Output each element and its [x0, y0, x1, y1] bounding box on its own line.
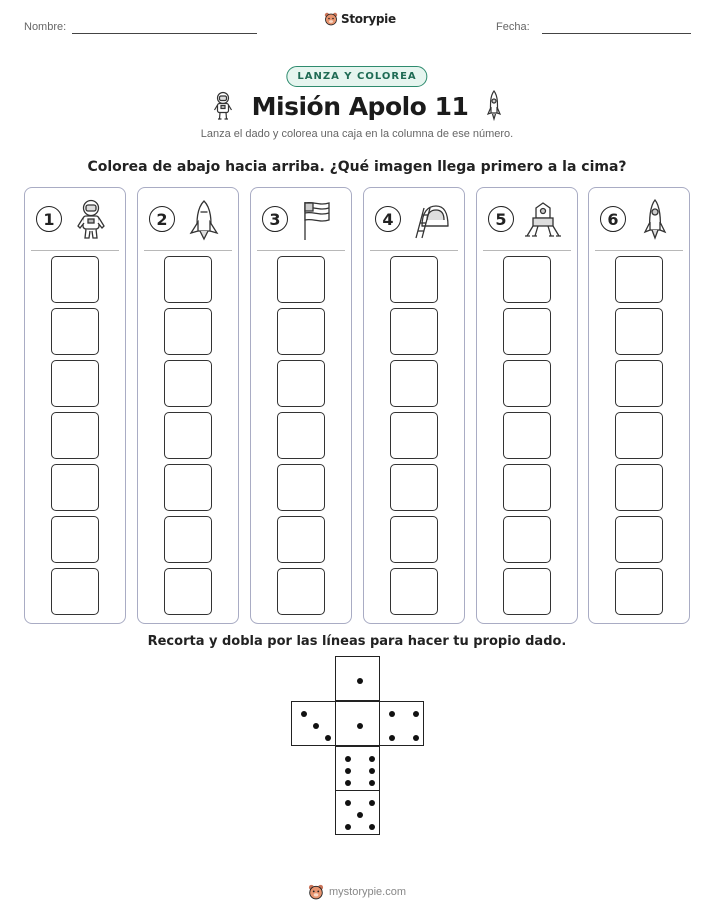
color-box[interactable] [615, 516, 663, 563]
die-pip [389, 711, 395, 717]
subtitle: Lanza el dado y colorea una caja en la columna de ese número. [200, 128, 514, 140]
column-1 [24, 187, 126, 624]
color-box[interactable] [615, 464, 663, 511]
coloring-instruction: Colorea de abajo hacia arriba. ¿Qué imagen llega primero a la cima? [87, 159, 627, 175]
flag-icon [297, 198, 337, 242]
column-4 [363, 187, 465, 624]
cut-instruction: Recorta y dobla por las líneas para hacer tu propio dado. [147, 634, 567, 649]
column-5 [476, 187, 578, 624]
rocket-icon [184, 198, 224, 242]
die-face-1 [335, 656, 380, 701]
brand-logo [324, 12, 396, 26]
column-divider [370, 250, 458, 251]
name-label: Nombre: [24, 21, 67, 33]
column-number: 6 [600, 206, 626, 232]
title-row [0, 90, 714, 122]
color-box[interactable] [390, 360, 438, 407]
color-box[interactable] [164, 412, 212, 459]
die-face-3 [291, 701, 336, 746]
die-pip [357, 723, 363, 729]
die-pip [389, 735, 395, 741]
footer [0, 884, 714, 900]
column-header [364, 188, 464, 250]
die-pip [313, 723, 319, 729]
die-face-5 [335, 790, 380, 835]
color-box[interactable] [277, 464, 325, 511]
column-divider [595, 250, 683, 251]
die-face-6 [335, 746, 380, 791]
page-title: Misión Apolo 11 [251, 91, 469, 121]
column-header [589, 188, 689, 250]
die-pip [413, 735, 419, 741]
rocket-icon [486, 90, 502, 122]
color-box[interactable] [615, 308, 663, 355]
color-box[interactable] [164, 308, 212, 355]
activity-badge: LANZA Y COLOREA [286, 66, 427, 87]
brand-name: Storypie [341, 12, 396, 26]
die-pip [369, 756, 375, 762]
color-box[interactable] [51, 464, 99, 511]
color-box[interactable] [51, 308, 99, 355]
column-3 [250, 187, 352, 624]
lunar-module-icon [523, 198, 563, 242]
color-box[interactable] [51, 568, 99, 615]
color-box[interactable] [503, 516, 551, 563]
column-divider [144, 250, 232, 251]
die-pip [369, 768, 375, 774]
die-pip [325, 735, 331, 741]
rocket-icon [635, 198, 675, 242]
color-box[interactable] [390, 308, 438, 355]
die-pip [301, 711, 307, 717]
die-pip [345, 824, 351, 830]
die-pip [345, 756, 351, 762]
color-box[interactable] [277, 308, 325, 355]
bear-logo-icon [324, 12, 338, 26]
color-box[interactable] [615, 360, 663, 407]
die-pip [413, 711, 419, 717]
die-pip [357, 678, 363, 684]
die-pip [369, 780, 375, 786]
date-line[interactable] [542, 33, 691, 34]
color-box[interactable] [164, 464, 212, 511]
die-pip [345, 800, 351, 806]
color-box[interactable] [164, 256, 212, 303]
color-box[interactable] [51, 360, 99, 407]
color-box[interactable] [615, 568, 663, 615]
race-columns [24, 187, 690, 624]
date-label: Fecha: [496, 21, 530, 33]
color-box[interactable] [390, 568, 438, 615]
color-box[interactable] [390, 464, 438, 511]
die-pip [345, 780, 351, 786]
die-pip [369, 824, 375, 830]
column-2 [137, 187, 239, 624]
bear-logo-icon [308, 884, 324, 900]
column-number: 5 [488, 206, 514, 232]
astronaut-icon [212, 91, 234, 121]
color-box[interactable] [277, 568, 325, 615]
name-line[interactable] [72, 33, 257, 34]
color-box[interactable] [51, 256, 99, 303]
color-box[interactable] [615, 412, 663, 459]
color-box[interactable] [164, 568, 212, 615]
column-header [25, 188, 125, 250]
column-divider [483, 250, 571, 251]
color-box[interactable] [277, 412, 325, 459]
color-box[interactable] [503, 412, 551, 459]
column-number: 2 [149, 206, 175, 232]
astronaut-icon [71, 198, 111, 242]
helmet-ladder-icon [410, 198, 450, 242]
color-box[interactable] [164, 360, 212, 407]
die-pip [357, 812, 363, 818]
column-number: 4 [375, 206, 401, 232]
color-box[interactable] [503, 308, 551, 355]
column-number: 1 [36, 206, 62, 232]
color-box[interactable] [503, 360, 551, 407]
color-box[interactable] [615, 256, 663, 303]
color-box[interactable] [164, 516, 212, 563]
color-box[interactable] [390, 516, 438, 563]
footer-url: mystorypie.com [328, 886, 407, 898]
column-header [251, 188, 351, 250]
die-pip [369, 800, 375, 806]
die-pip [345, 768, 351, 774]
color-box[interactable] [390, 256, 438, 303]
color-box[interactable] [51, 516, 99, 563]
column-divider [31, 250, 119, 251]
color-box[interactable] [503, 568, 551, 615]
color-box[interactable] [277, 256, 325, 303]
column-number: 3 [262, 206, 288, 232]
color-box[interactable] [51, 412, 99, 459]
column-header [477, 188, 577, 250]
color-box[interactable] [277, 360, 325, 407]
color-box[interactable] [277, 516, 325, 563]
column-6 [588, 187, 690, 624]
column-header [138, 188, 238, 250]
color-box[interactable] [503, 464, 551, 511]
column-divider [257, 250, 345, 251]
die-face-1 [335, 701, 380, 746]
color-box[interactable] [390, 412, 438, 459]
color-box[interactable] [503, 256, 551, 303]
die-face-4 [379, 701, 424, 746]
